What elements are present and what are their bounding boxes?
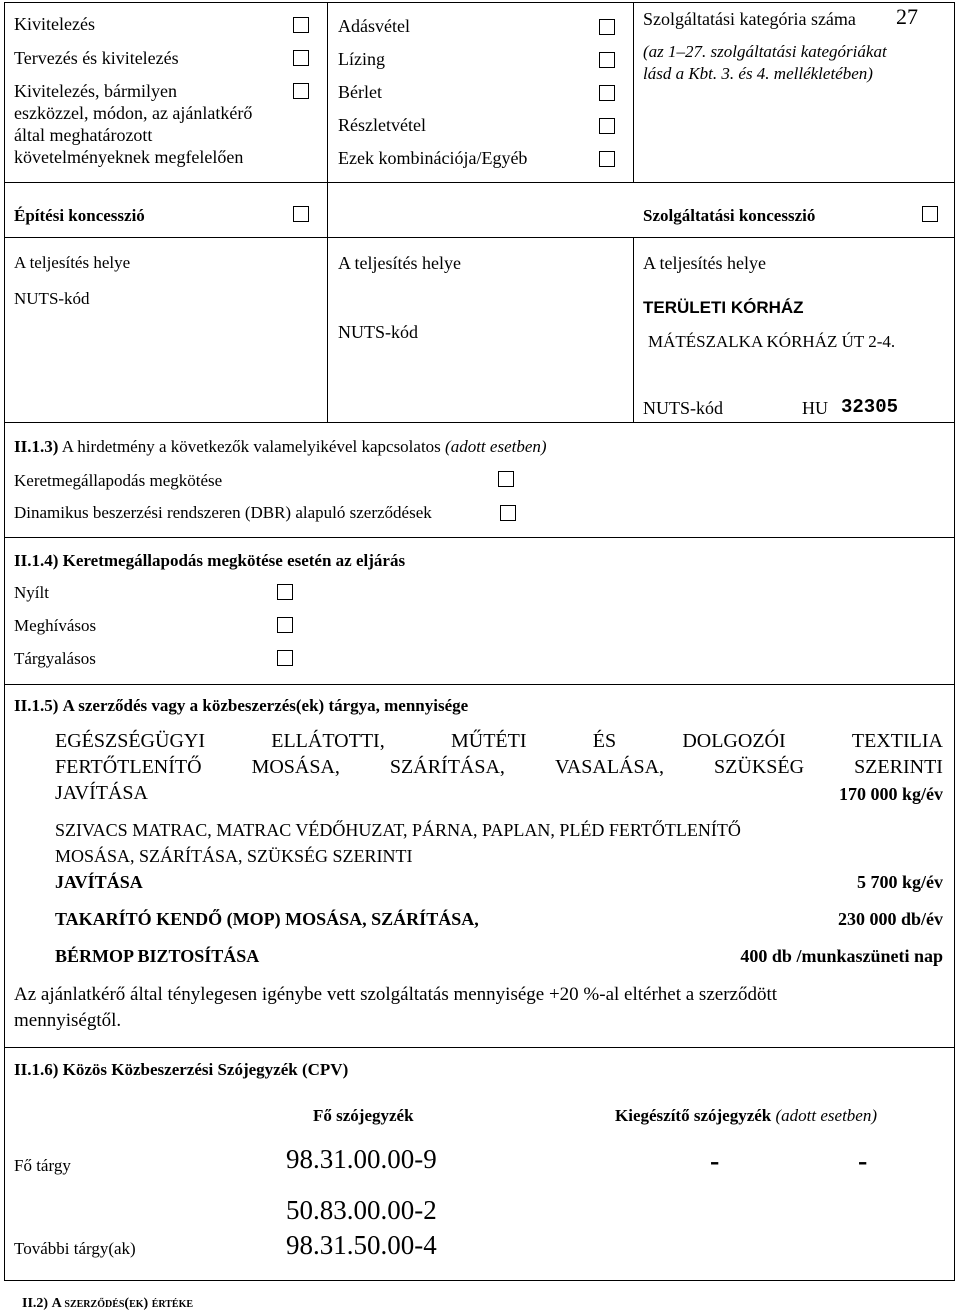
cpv-head-extra: Kiegészítő szójegyzék <box>615 1106 772 1125</box>
top-divider-2 <box>633 2 634 182</box>
cpv-further-code-1: 50.83.00.00-2 <box>286 1195 437 1225</box>
epitesi-koncesszio-checkbox[interactable] <box>293 206 309 222</box>
nyilt-label: Nyílt <box>14 583 49 602</box>
cpv-extra-dash-2: - <box>858 1146 868 1177</box>
hline-537 <box>4 537 955 538</box>
meghivasos-label: Meghívásos <box>14 616 97 635</box>
hline-237 <box>4 237 955 238</box>
concession-divider <box>327 182 328 237</box>
berlet-label: Bérlet <box>338 82 382 102</box>
hospital-name: TERÜLETI KÓRHÁZ <box>643 298 804 317</box>
item2-line1: SZIVACS MATRAC, MATRAC VÉDŐHUZAT, PÁRNA, PAPLAN, PLÉD FERTŐTLENÍTŐ <box>55 820 741 840</box>
targyalasos-label: Tárgyalásos <box>14 649 96 668</box>
kombinacio-label: Ezek kombinációja/Egyéb <box>338 148 528 168</box>
meghivasos-checkbox[interactable] <box>277 617 293 633</box>
s12-heading <box>22 1296 193 1312</box>
keretmegallapodas-label: Keretmegállapodás megkötése <box>14 471 223 490</box>
item1-word: DOLGOZÓI <box>682 730 786 752</box>
tervezes-checkbox[interactable] <box>293 50 309 66</box>
s114-title: II.1.4) Keretmegállapodás megkötése esetén az eljárás <box>14 551 406 570</box>
tervezes-label: Tervezés és kivitelezés <box>14 48 179 68</box>
hospital-address: MÁTÉSZALKA KÓRHÁZ ÚT 2-4. <box>648 332 896 351</box>
item1-word: ELLÁTOTTI, <box>271 730 385 752</box>
s115-heading <box>14 696 468 716</box>
item3-text: TAKARÍTÓ KENDŐ (MOP) MOSÁSA, SZÁRÍTÁSA, <box>55 909 479 929</box>
cpv-further-label: További tárgy(ak) <box>14 1239 136 1258</box>
s113-title: A hirdetmény a következők valamelyikével kapcsolatos <box>61 437 441 456</box>
teljesites-helye-2: A teljesítés helye <box>338 253 461 273</box>
kivitelezes-barmilyen-line3: által meghatározott <box>14 125 153 145</box>
cpv-head-main: Fő szójegyzék <box>313 1106 414 1125</box>
teljesites-helye-3: A teljesítés helye <box>643 253 766 273</box>
place-divider-2 <box>633 237 634 422</box>
nyilt-checkbox[interactable] <box>277 584 293 600</box>
kategoria-note-line2: lásd a Kbt. 3. és 4. mellékletében) <box>643 64 873 83</box>
szolgaltatasi-koncesszio-label: Szolgáltatási koncesszió <box>643 206 816 225</box>
item1-word: ÉS <box>592 730 617 752</box>
kombinacio-checkbox[interactable] <box>599 151 615 167</box>
dbr-label: Dinamikus beszerzési rendszeren (DBR) alapuló szerződések <box>14 503 432 522</box>
adasvetel-label: Adásvétel <box>338 16 410 36</box>
szolgaltatasi-kategoria-label: Szolgáltatási kategória száma <box>643 9 856 29</box>
kivitelezes-label: Kivitelezés <box>14 14 95 34</box>
hline-684 <box>4 684 955 685</box>
item2-quantity: 5 700 kg/év <box>856 872 943 892</box>
reszletvetel-label: Részletvétel <box>338 115 426 135</box>
item1-quantity: 170 000 kg/év <box>838 784 943 804</box>
frame-bottom <box>4 1280 955 1281</box>
item1-word: SZÜKSÉG <box>714 756 805 778</box>
nuts-kod-1: NUTS-kód <box>14 289 90 308</box>
s116-title: II.1.6) Közös Közbeszerzési Szójegyzék (CPV) <box>14 1060 349 1079</box>
frame-right <box>954 2 955 1280</box>
item2-line3: JAVÍTÁSA <box>55 872 143 892</box>
item4-quantity: 400 db /munkaszüneti nap <box>740 946 943 966</box>
kategoria-note-line1: (az 1–27. szolgáltatási kategóriákat <box>643 42 887 61</box>
item1-word: MOSÁSA, <box>251 756 340 778</box>
hline-182 <box>4 182 955 183</box>
nuts-kod-3: NUTS-kód <box>643 398 723 418</box>
frame-left <box>4 2 5 1280</box>
s115-title: A szerződés vagy a közbeszerzés(ek) tárgya, mennyisége <box>62 696 469 715</box>
item1-word: FERTŐTLENÍTŐ <box>55 756 202 778</box>
berlet-checkbox[interactable] <box>599 85 615 101</box>
keretmegallapodas-checkbox[interactable] <box>498 471 514 487</box>
kivitelezes-barmilyen-line4: követelményeknek megfelelően <box>14 147 244 167</box>
nuts-kod-2: NUTS-kód <box>338 322 418 342</box>
s12-num: II.2) <box>22 1296 49 1311</box>
quantity-note-line1: Az ajánlatkérő által ténylegesen igénybe vett szolgáltatás mennyisége +20 %-al eltérhet a szerződött <box>14 984 778 1005</box>
item1-word: SZERINTI <box>854 756 943 778</box>
targyalasos-checkbox[interactable] <box>277 650 293 666</box>
lizing-checkbox[interactable] <box>599 52 615 68</box>
lizing-label: Lízing <box>338 49 385 69</box>
epitesi-koncesszio-label: Építési koncesszió <box>14 206 145 225</box>
nuts-code: 32305 <box>841 396 899 418</box>
cpv-main-code: 98.31.00.00-9 <box>286 1144 437 1174</box>
item1-word: MŰTÉTI <box>450 730 527 752</box>
hline-1047 <box>4 1047 955 1048</box>
item1-line3: JAVÍTÁSA <box>55 782 148 804</box>
place-divider-1 <box>327 237 328 422</box>
cpv-head-extra-wrap <box>615 1106 877 1126</box>
item1-word: TEXTILIA <box>851 730 943 752</box>
adasvetel-checkbox[interactable] <box>599 19 615 35</box>
kivitelezes-barmilyen-line1: Kivitelezés, bármilyen <box>14 81 177 101</box>
cpv-head-extra-hint: (adott esetben) <box>775 1106 877 1125</box>
kivitelezes-barmilyen-line2: eszközzel, módon, az ajánlatkérő <box>14 103 253 123</box>
s113-num: II.1.3) <box>14 437 59 456</box>
item2-line2: MOSÁSA, SZÁRÍTÁSA, SZÜKSÉG SZERINTI <box>55 846 413 866</box>
s113-heading <box>14 437 547 457</box>
item1-word: SZÁRÍTÁSA, <box>389 756 505 778</box>
hline-422 <box>4 422 955 423</box>
cpv-extra-dash-1: - <box>710 1146 720 1177</box>
kivitelezes-barmilyen-checkbox[interactable] <box>293 83 309 99</box>
item1-line2 <box>55 756 943 779</box>
nuts-prefix: HU <box>802 398 828 418</box>
s12-title: A szerződés(ek) értéke <box>51 1296 194 1311</box>
szolgaltatasi-kategoria-value: 27 <box>896 4 918 29</box>
item1-line1 <box>55 730 943 753</box>
szolgaltatasi-koncesszio-checkbox[interactable] <box>922 206 938 222</box>
cpv-main-label: Fő tárgy <box>14 1156 71 1175</box>
reszletvetel-checkbox[interactable] <box>599 118 615 134</box>
teljesites-helye-1: A teljesítés helye <box>14 253 131 272</box>
item1-word: EGÉSZSÉGÜGYI <box>55 730 205 752</box>
top-divider-1 <box>327 2 328 182</box>
item4-text: BÉRMOP BIZTOSÍTÁSA <box>55 946 260 966</box>
item3-quantity: 230 000 db/év <box>837 909 943 929</box>
kivitelezes-checkbox[interactable] <box>293 17 309 33</box>
s115-num: II.1.5) <box>14 696 59 715</box>
frame-top <box>4 2 955 3</box>
cpv-further-code-2: 98.31.50.00-4 <box>286 1230 437 1260</box>
s113-hint: (adott esetben) <box>445 437 547 456</box>
dbr-checkbox[interactable] <box>500 505 516 521</box>
quantity-note-line2: mennyiségtől. <box>14 1010 122 1031</box>
item1-word: VASALÁSA, <box>554 756 665 778</box>
